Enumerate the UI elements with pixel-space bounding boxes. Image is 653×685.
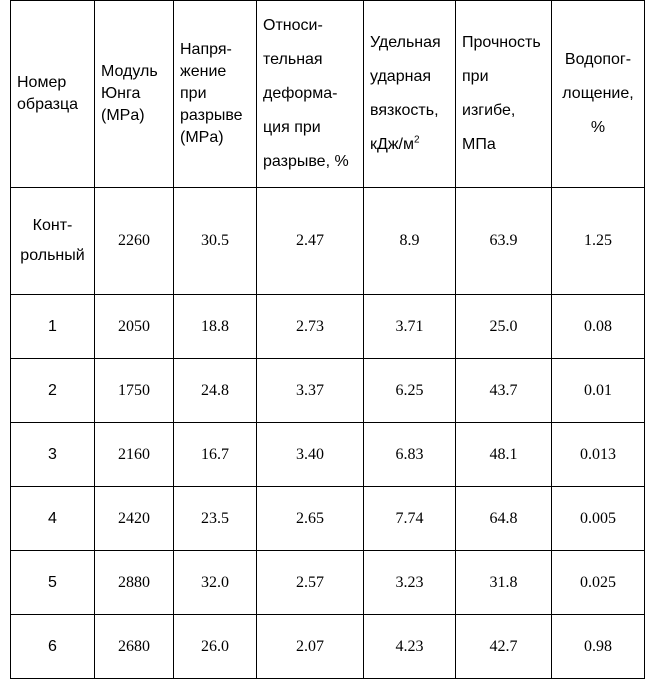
header-youngs-modulus: Модуль Юнга (MPa): [95, 1, 174, 188]
cell-youngs-modulus: 2050: [95, 295, 174, 359]
cell-elongation: 2.73: [257, 295, 364, 359]
cell-impact-strength: 6.25: [364, 359, 456, 423]
table-row: [11, 615, 645, 679]
cell-youngs-modulus: 2420: [95, 487, 174, 551]
cell-impact-strength: 4.23: [364, 615, 456, 679]
cell-impact-strength: 3.71: [364, 295, 456, 359]
cell-sample: 5: [11, 551, 95, 615]
header-tensile-stress: Напря- жение при разрыве (MPa): [174, 1, 257, 188]
cell-flexural-strength: 42.7: [456, 615, 552, 679]
header-sample-number: Номер образца: [11, 1, 95, 188]
table-row: [11, 423, 645, 487]
properties-table: [10, 0, 645, 679]
cell-water-absorption: 1.25: [552, 188, 645, 295]
cell-tensile-stress: 16.7: [174, 423, 257, 487]
cell-flexural-strength: 43.7: [456, 359, 552, 423]
table-row: [11, 295, 645, 359]
cell-flexural-strength: 31.8: [456, 551, 552, 615]
superscript-two: 2: [413, 134, 420, 146]
cell-elongation: 2.07: [257, 615, 364, 679]
cell-tensile-stress: 30.5: [174, 188, 257, 295]
cell-water-absorption: 0.005: [552, 487, 645, 551]
cell-tensile-stress: 23.5: [174, 487, 257, 551]
cell-flexural-strength: 64.8: [456, 487, 552, 551]
cell-water-absorption: 0.01: [552, 359, 645, 423]
cell-sample: Конт- рольный: [11, 188, 95, 295]
table-row: [11, 359, 645, 423]
cell-elongation: 2.57: [257, 551, 364, 615]
cell-youngs-modulus: 2680: [95, 615, 174, 679]
header-relative-elongation: Относи- тельная деформа- ция при разрыве, %: [257, 1, 364, 188]
header-water-absorption: Водопог- лощение, %: [552, 1, 645, 188]
header-impact-strength: [364, 1, 456, 188]
cell-sample: 1: [11, 295, 95, 359]
cell-elongation: 3.40: [257, 423, 364, 487]
cell-impact-strength: 6.83: [364, 423, 456, 487]
cell-elongation: 3.37: [257, 359, 364, 423]
cell-sample: 4: [11, 487, 95, 551]
cell-flexural-strength: 25.0: [456, 295, 552, 359]
cell-water-absorption: 0.98: [552, 615, 645, 679]
cell-tensile-stress: 24.8: [174, 359, 257, 423]
cell-sample: 3: [11, 423, 95, 487]
cell-sample: 6: [11, 615, 95, 679]
cell-tensile-stress: 26.0: [174, 615, 257, 679]
cell-sample: 2: [11, 359, 95, 423]
cell-flexural-strength: 63.9: [456, 188, 552, 295]
cell-youngs-modulus: 2880: [95, 551, 174, 615]
cell-youngs-modulus: 2260: [95, 188, 174, 295]
cell-elongation: 2.65: [257, 487, 364, 551]
cell-tensile-stress: 18.8: [174, 295, 257, 359]
cell-flexural-strength: 48.1: [456, 423, 552, 487]
cell-youngs-modulus: 1750: [95, 359, 174, 423]
table-row: [11, 188, 645, 295]
cell-water-absorption: 0.013: [552, 423, 645, 487]
cell-impact-strength: 8.9: [364, 188, 456, 295]
header-flexural-strength: Прочность при изгибе, МПа: [456, 1, 552, 188]
cell-water-absorption: 0.08: [552, 295, 645, 359]
cell-tensile-stress: 32.0: [174, 551, 257, 615]
table-row: [11, 487, 645, 551]
table-row: [11, 551, 645, 615]
cell-elongation: 2.47: [257, 188, 364, 295]
cell-impact-strength: 3.23: [364, 551, 456, 615]
cell-impact-strength: 7.74: [364, 487, 456, 551]
header-row: [11, 1, 645, 188]
cell-water-absorption: 0.025: [552, 551, 645, 615]
header-impact-strength-text: Удельная ударная вязкость, кДж/м: [370, 34, 441, 153]
cell-youngs-modulus: 2160: [95, 423, 174, 487]
